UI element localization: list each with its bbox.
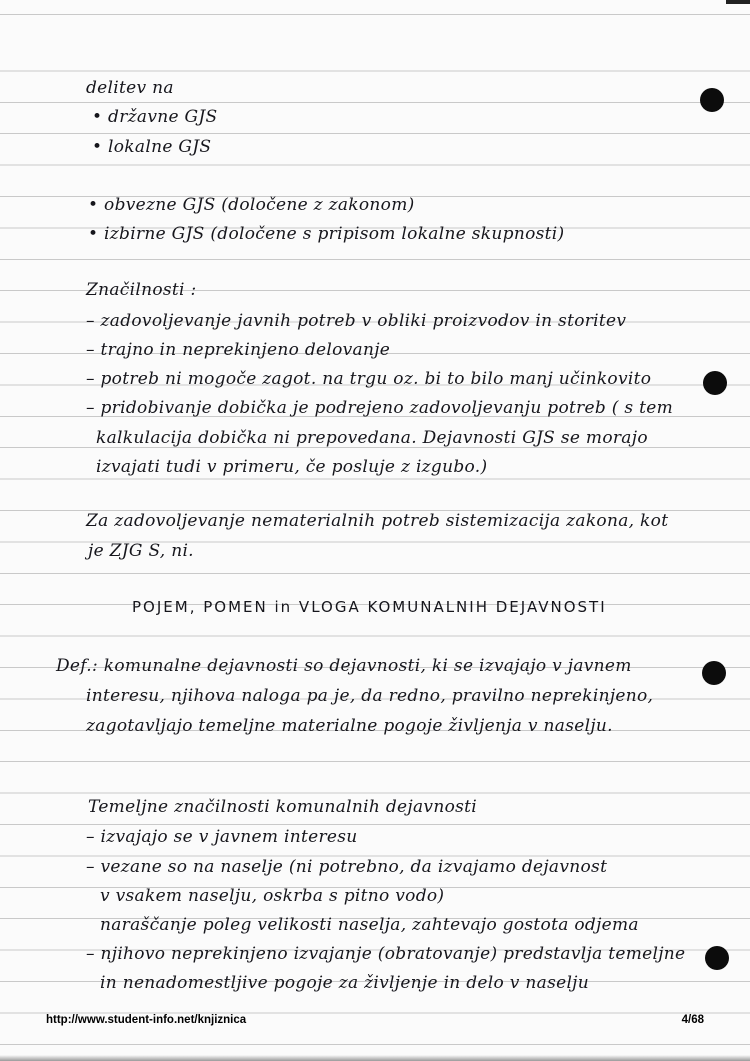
note-line: je ZJG S, ni. <box>88 541 194 561</box>
note-line: Za zadovoljevanje nematerialnih potreb sistemizacija zakona, kot <box>86 511 669 531</box>
note-line: • izbirne GJS (določene s pripisom lokalne skupnosti) <box>88 224 565 244</box>
scan-corner-mark <box>726 0 750 4</box>
note-line: v vsakem naselju, oskrba s pitno vodo) <box>100 886 445 906</box>
binder-hole <box>703 371 727 395</box>
note-line: naraščanje poleg velikosti naselja, zahtevajo gostota odjema <box>100 915 639 935</box>
binder-hole <box>705 946 729 970</box>
note-line: – zadovoljevanje javnih potreb v obliki proizvodov in storitev <box>86 311 627 331</box>
note-line: Značilnosti : <box>86 280 197 300</box>
note-line: – pridobivanje dobička je podrejeno zadovoljevanju potreb ( s tem <box>86 398 674 418</box>
note-line: – potreb ni mogoče zagot. na trgu oz. bi to bilo manj učinkovito <box>86 369 652 389</box>
note-line: – njihovo neprekinjeno izvajanje (obratovanje) predstavlja temeljne <box>86 944 686 964</box>
note-line: • lokalne GJS <box>92 137 212 157</box>
note-line: in nenadomestljive pogoje za življenje in delo v naselju <box>100 973 590 993</box>
note-line: delitev na <box>86 78 174 98</box>
note-line: izvajati tudi v primeru, če posluje z izgubo.) <box>96 457 488 477</box>
note-line: interesu, njihova naloga pa je, da redno, pravilno neprekinjeno, <box>86 686 654 706</box>
note-line: kalkulacija dobička ni prepovedana. Dejavnosti GJS se morajo <box>96 428 648 448</box>
note-line: zagotavljajo temeljne materialne pogoje življenja v naselju. <box>86 716 613 736</box>
note-line: • državne GJS <box>92 107 218 127</box>
footer-url: http://www.student-info.net/knjiznica <box>46 1014 247 1026</box>
binder-hole <box>702 661 726 685</box>
note-line: – izvajajo se v javnem interesu <box>86 827 358 847</box>
note-line: – trajno in neprekinjeno delovanje <box>86 340 391 360</box>
note-line: Temeljne značilnosti komunalnih dejavnosti <box>88 797 477 817</box>
section-heading: POJEM, POMEN in VLOGA KOMUNALNIH DEJAVNOSTI <box>132 598 607 616</box>
note-line: Def.: komunalne dejavnosti so dejavnosti, ki se izvajajo v javnem <box>56 656 632 676</box>
binder-hole <box>700 88 724 112</box>
note-line: – vezane so na naselje (ni potrebno, da izvajamo dejavnost <box>86 857 608 877</box>
page-bottom-edge <box>0 1055 750 1061</box>
page-number: 4/68 <box>681 1014 704 1026</box>
note-line: • obvezne GJS (določene z zakonom) <box>88 195 415 215</box>
